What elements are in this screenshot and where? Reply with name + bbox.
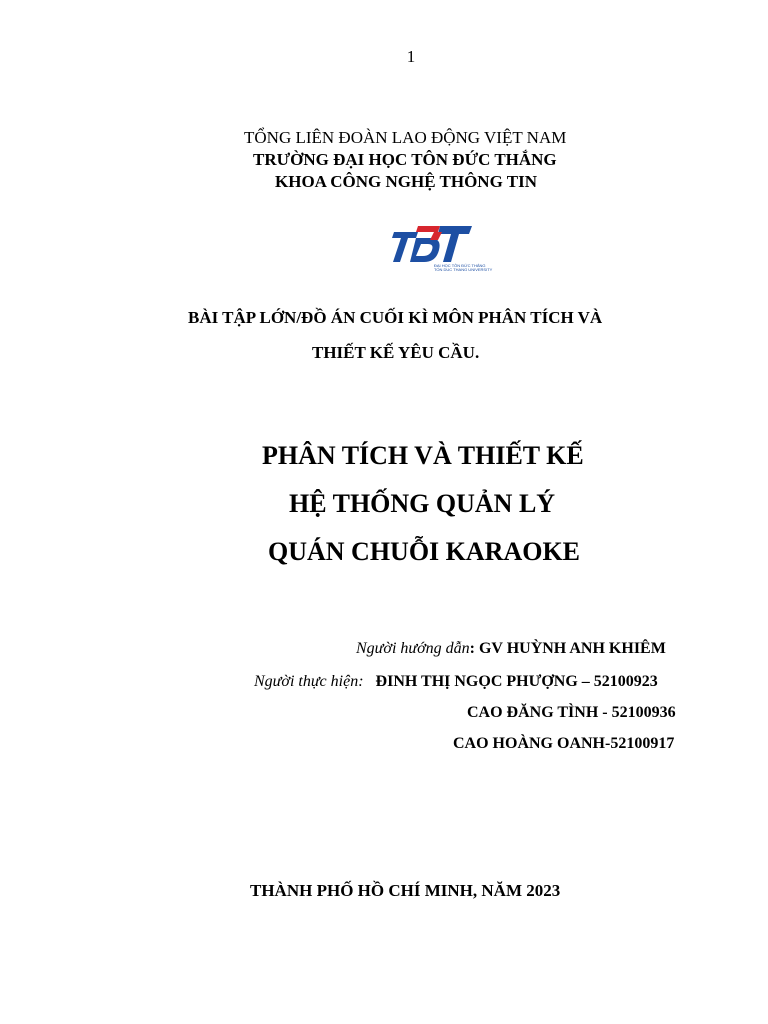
authors-label: Người thực hiện: bbox=[254, 673, 364, 690]
page-number: 1 bbox=[406, 47, 416, 66]
author-name: CAO ĐĂNG TÌNH - 52100936 bbox=[467, 704, 676, 721]
project-title-line-2: HỆ THỐNG QUẢN LÝ bbox=[289, 489, 556, 518]
advisor-line bbox=[356, 640, 666, 658]
organization-line-1: TỔNG LIÊN ĐOÀN LAO ĐỘNG VIỆT NAM bbox=[244, 128, 567, 147]
author-line-1 bbox=[254, 673, 658, 691]
place-and-year: THÀNH PHỐ HỒ CHÍ MINH, NĂM 2023 bbox=[250, 881, 561, 900]
project-title-line-3: QUÁN CHUỖI KARAOKE bbox=[268, 537, 581, 566]
logo-tagline-2: TON DUC THANG UNIVERSITY bbox=[434, 267, 493, 272]
author-name: ĐINH THỊ NGỌC PHƯỢNG – 52100923 bbox=[375, 673, 658, 690]
author-name: CAO HOÀNG OANH-52100917 bbox=[453, 735, 675, 752]
tdtu-logo-icon bbox=[388, 218, 493, 272]
course-title-line-1: BÀI TẬP LỚN/ĐỒ ÁN CUỐI KÌ MÔN PHÂN TÍCH VÀ bbox=[188, 308, 603, 327]
advisor-value: : GV HUỲNH ANH KHIÊM bbox=[469, 640, 666, 657]
university-name: TRƯỜNG ĐẠI HỌC TÔN ĐỨC THẮNG bbox=[253, 150, 557, 169]
logo-tagline-1: ĐẠI HỌC TÔN ĐỨC THẮNG bbox=[434, 263, 486, 268]
course-title-line-2: THIẾT KẾ YÊU CẦU. bbox=[312, 343, 480, 362]
faculty-name: KHOA CÔNG NGHỆ THÔNG TIN bbox=[275, 172, 537, 191]
advisor-label: Người hướng dẫn bbox=[356, 640, 470, 657]
project-title-line-1: PHÂN TÍCH VÀ THIẾT KẾ bbox=[262, 441, 584, 470]
